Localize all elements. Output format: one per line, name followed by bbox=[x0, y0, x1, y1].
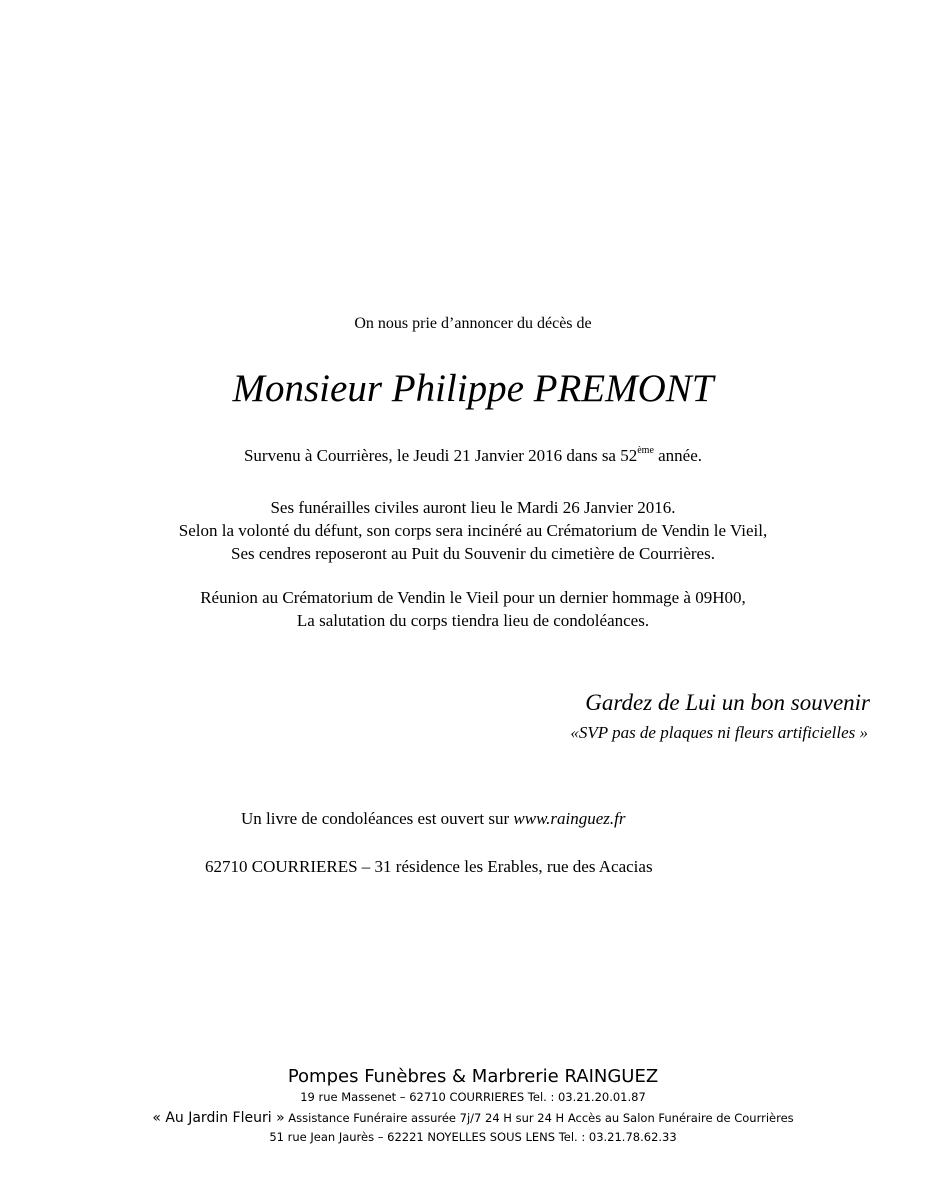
death-notice-end: année. bbox=[653, 446, 703, 465]
funeral-home-name: Pompes Funèbres & Marbrerie RAINGUEZ bbox=[287, 1066, 659, 1087]
deceased-name: Monsieur Philippe PREMONT bbox=[232, 367, 714, 410]
death-notice-line bbox=[0, 446, 946, 466]
reunion-line: Réunion au Crématorium de Vendin le Vieil pour un dernier hommage à 09H00, bbox=[200, 588, 746, 607]
funeral-line: Ses funérailles civiles auront lieu le Mardi 26 Janvier 2016. bbox=[270, 498, 676, 517]
funeral-home-address-2: 51 rue Jean Jaurès – 62221 NOYELLES SOUS LENS Tel. : 03.21.78.62.33 bbox=[269, 1130, 677, 1144]
ordinal-suffix: ème bbox=[637, 445, 654, 456]
funeral-line: Selon la volonté du défunt, son corps sera incinéré au Crématorium de Vendin le Vieil, bbox=[178, 521, 768, 540]
funeral-home-services bbox=[0, 1110, 946, 1126]
reunion-paragraph bbox=[0, 586, 946, 632]
condolence-book-line bbox=[241, 809, 625, 829]
gardez-souvenir: Gardez de Lui un bon souvenir bbox=[585, 690, 870, 715]
intro-text: On nous prie d’annoncer du décès de bbox=[354, 315, 592, 332]
reunion-line: La salutation du corps tiendra lieu de condoléances. bbox=[296, 611, 650, 630]
death-notice-text: Survenu à Courrières, le Jeudi 21 Janvier 2016 dans sa 52 bbox=[243, 446, 638, 465]
jardin-fleuri-label: « Au Jardin Fleuri » bbox=[152, 1110, 285, 1126]
funeral-paragraph bbox=[0, 496, 946, 565]
services-text: Assistance Funéraire assurée 7j/7 24 H sur 24 H Accès au Salon Funéraire de Courrières bbox=[284, 1111, 794, 1125]
funeral-line: Ses cendres reposeront au Puit du Souvenir du cimetière de Courrières. bbox=[231, 544, 715, 563]
condolence-book-text: Un livre de condoléances est ouvert sur bbox=[241, 809, 514, 828]
funeral-home-address-1: 19 rue Massenet – 62710 COURRIERES Tel. : 03.21.20.01.87 bbox=[300, 1090, 646, 1104]
condolence-book-link[interactable]: www.rainguez.fr bbox=[513, 809, 626, 828]
family-address: 62710 COURRIERES – 31 résidence les Erables, rue des Acacias bbox=[205, 857, 653, 876]
no-flowers-note: «SVP pas de plaques ni fleurs artificielles » bbox=[570, 723, 868, 742]
